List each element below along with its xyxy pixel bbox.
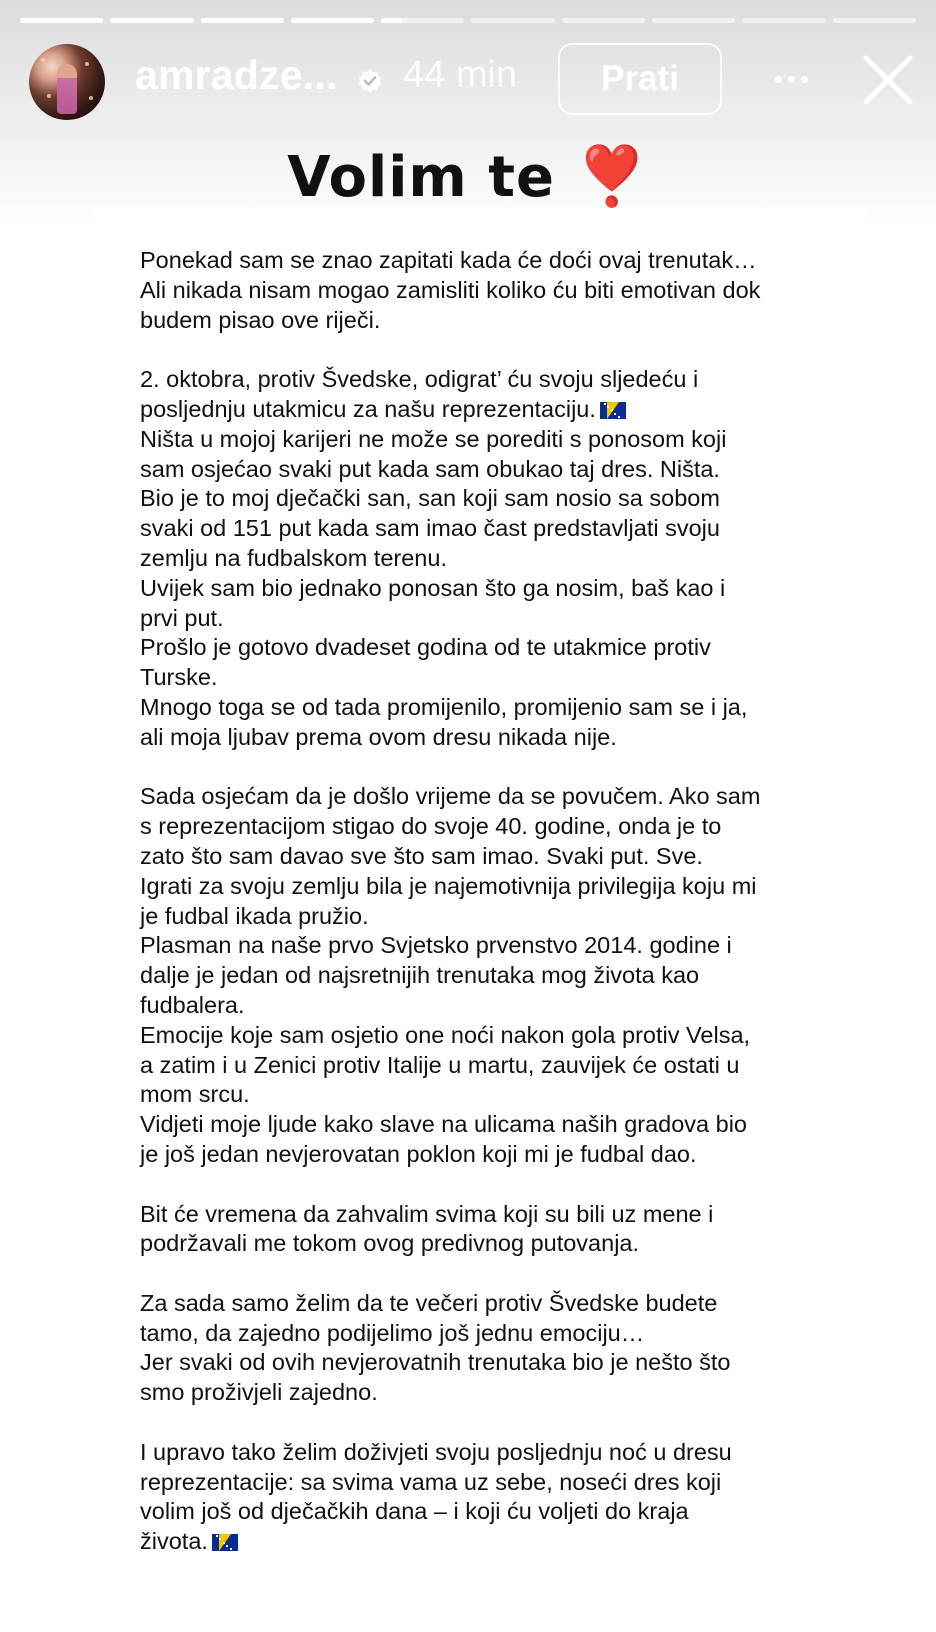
text-line — [140, 902, 840, 932]
text-line-content: ali moja ljubav prema ovom dresu nikada nije. — [140, 723, 617, 750]
avatar-light — [41, 58, 45, 62]
text-line-content: mom srcu. — [140, 1081, 250, 1108]
progress-fill — [110, 18, 193, 23]
text-line — [140, 723, 840, 753]
text-line — [140, 306, 840, 336]
text-line-content: svaki od 151 put kada sam imao čast predstavljati svoju — [140, 515, 720, 542]
text-line — [140, 1468, 840, 1498]
progress-segment — [201, 18, 284, 23]
text-line-content: budem pisao ove riječi. — [140, 306, 381, 333]
more-options-icon[interactable] — [766, 54, 816, 104]
text-line-content: I upravo tako želim doživjeti svoju posljednju noć u dresu — [140, 1438, 732, 1465]
text-line — [140, 1497, 840, 1527]
progress-segment — [381, 18, 464, 23]
text-line — [140, 1021, 840, 1051]
text-line — [140, 574, 840, 604]
progress-fill — [291, 18, 374, 23]
text-line-content: Bit će vremena da zahvalim svima koji su bili uz mene i — [140, 1200, 714, 1227]
text-line — [140, 961, 840, 991]
text-line — [140, 395, 840, 425]
text-line-content: volim još od dječačkih dana – i koji ću voljeti do kraja — [140, 1498, 689, 1525]
text-line — [140, 1110, 840, 1140]
text-line — [140, 604, 840, 634]
avatar-light — [89, 96, 93, 100]
paragraph-gap — [140, 753, 840, 783]
text-line-content: smo proživjeli zajedno. — [140, 1379, 378, 1406]
text-line — [140, 1080, 840, 1110]
bosnia-flag-icon — [600, 402, 626, 419]
text-line — [140, 455, 840, 485]
text-line-content: je fudbal ikada pružio. — [140, 902, 369, 929]
text-line — [140, 1140, 840, 1170]
close-icon[interactable] — [860, 52, 916, 108]
progress-fill — [381, 18, 402, 23]
progress-segment — [652, 18, 735, 23]
progress-segment — [742, 18, 825, 23]
text-line — [140, 514, 840, 544]
story-time: 44 min — [403, 54, 518, 96]
text-line-content: Ponekad sam se znao zapitati kada će doći ovaj trenutak… — [140, 247, 757, 273]
story-title — [0, 142, 936, 211]
text-line-content: 2. oktobra, protiv Švedske, odigrat’ ću svoju sljedeću i — [140, 366, 699, 393]
avatar[interactable] — [29, 44, 105, 120]
paragraph-gap — [140, 1408, 840, 1438]
text-line — [140, 1200, 840, 1230]
text-line-content: s reprezentacijom stigao do svoje 40. godine, onda je to — [140, 813, 722, 840]
text-line-content: Emocije koje sam osjetio one noći nakon gola protiv Velsa, — [140, 1021, 751, 1048]
text-line-content: prvi put. — [140, 604, 224, 631]
paragraph-gap — [140, 1170, 840, 1200]
story-title-text: Volim te — [287, 145, 556, 210]
text-line — [140, 1051, 840, 1081]
text-line-content: Ali nikada nisam mogao zamisliti koliko ću biti emotivan dok — [140, 276, 761, 303]
text-line-content: Uvijek sam bio jednako ponosan što ga nosim, baš kao i — [140, 574, 726, 601]
text-line — [140, 633, 840, 663]
text-line-content: Bio je to moj dječački san, san koji sam nosio sa sobom — [140, 485, 720, 512]
text-line-content: Jer svaki od ovih nevjerovatnih trenutaka bio je nešto što — [140, 1349, 731, 1376]
username[interactable]: amradze... — [135, 52, 338, 98]
progress-segment — [291, 18, 374, 23]
text-line — [140, 246, 840, 276]
text-line — [140, 425, 840, 455]
text-line-content: Vidjeti moje ljude kako slave na ulicama naših gradova bio — [140, 1111, 748, 1138]
text-line — [140, 1289, 840, 1319]
progress-fill — [20, 18, 103, 23]
progress-segment — [110, 18, 193, 23]
text-line-content: posljednju utakmicu za našu reprezentaciju. — [140, 395, 596, 422]
progress-segment — [20, 18, 103, 23]
text-line-content: dalje je jedan od najsretnijih trenutaka mog života kao — [140, 962, 700, 989]
heart-exclamation-emoji: ❣️ — [575, 142, 649, 210]
text-line — [140, 1229, 840, 1259]
text-line-content: podržavali me tokom ovog predivnog putovanja. — [140, 1230, 640, 1257]
text-line — [140, 991, 840, 1021]
text-line — [140, 1527, 840, 1557]
progress-segment — [471, 18, 554, 23]
text-line — [140, 842, 840, 872]
text-line-content: sam osjećao svaki put kada sam obukao taj dres. Ništa. — [140, 455, 720, 482]
text-line — [140, 1319, 840, 1349]
text-line — [140, 872, 840, 902]
text-line-content: reprezentacije: sa svima vama uz sebe, noseći dres koji — [140, 1468, 722, 1495]
text-line-content: zemlju na fudbalskom terenu. — [140, 544, 447, 571]
text-line — [140, 782, 840, 812]
bosnia-flag-icon — [212, 1534, 238, 1551]
text-line-content: Sada osjećam da je došlo vrijeme da se povučem. Ako sam — [140, 783, 761, 810]
text-line-content: a zatim i u Zenici protiv Italije u martu, zauvijek će ostati u — [140, 1051, 740, 1078]
follow-button[interactable]: Prati — [558, 43, 722, 115]
text-line-content: života. — [140, 1528, 208, 1555]
text-line-content: Za sada samo želim da te večeri protiv Švedske budete — [140, 1289, 718, 1316]
text-line-content: Igrati za svoju zemlju bila je najemotivnija privilegija koju mi — [140, 872, 757, 899]
text-line-content: je još jedan nevjerovatan poklon koji mi je fudbal dao. — [140, 1140, 697, 1167]
progress-segment — [562, 18, 645, 23]
text-line — [140, 1438, 840, 1468]
text-line-content: tamo, da zajedno podijelimo još jednu emociju… — [140, 1319, 645, 1346]
text-line — [140, 931, 840, 961]
text-line — [140, 812, 840, 842]
text-line — [140, 544, 840, 574]
text-line-content: zato što sam davao sve što sam imao. Svaki put. Sve. — [140, 842, 703, 869]
text-line-content: Ništa u mojoj karijeri ne može se porediti s ponosom koji — [140, 425, 727, 452]
text-line-content: fudbalera. — [140, 991, 245, 1018]
progress-fill — [201, 18, 284, 23]
story-header — [0, 40, 936, 122]
text-line — [140, 693, 840, 723]
text-line — [140, 365, 840, 395]
verified-badge-icon — [357, 68, 383, 94]
text-line-content: Mnogo toga se od tada promijenilo, promijenio sam se i ja, — [140, 693, 748, 720]
text-line — [140, 1348, 840, 1378]
avatar-light — [85, 62, 89, 66]
avatar-figure — [57, 64, 77, 114]
text-line — [140, 1378, 840, 1408]
paragraph-gap — [140, 335, 840, 365]
text-line-content: Prošlo je gotovo dvadeset godina od te utakmice protiv — [140, 634, 711, 661]
progress-segment — [833, 18, 916, 23]
text-line — [140, 663, 840, 693]
text-line-content: Turske. — [140, 664, 218, 691]
text-line — [140, 484, 840, 514]
post-text — [140, 246, 840, 1557]
avatar-light — [47, 94, 51, 98]
text-line — [140, 276, 840, 306]
text-line-content: Plasman na naše prvo Svjetsko prvenstvo 2014. godine i — [140, 932, 732, 959]
paragraph-gap — [140, 1259, 840, 1289]
story-progress-bar — [20, 18, 916, 23]
